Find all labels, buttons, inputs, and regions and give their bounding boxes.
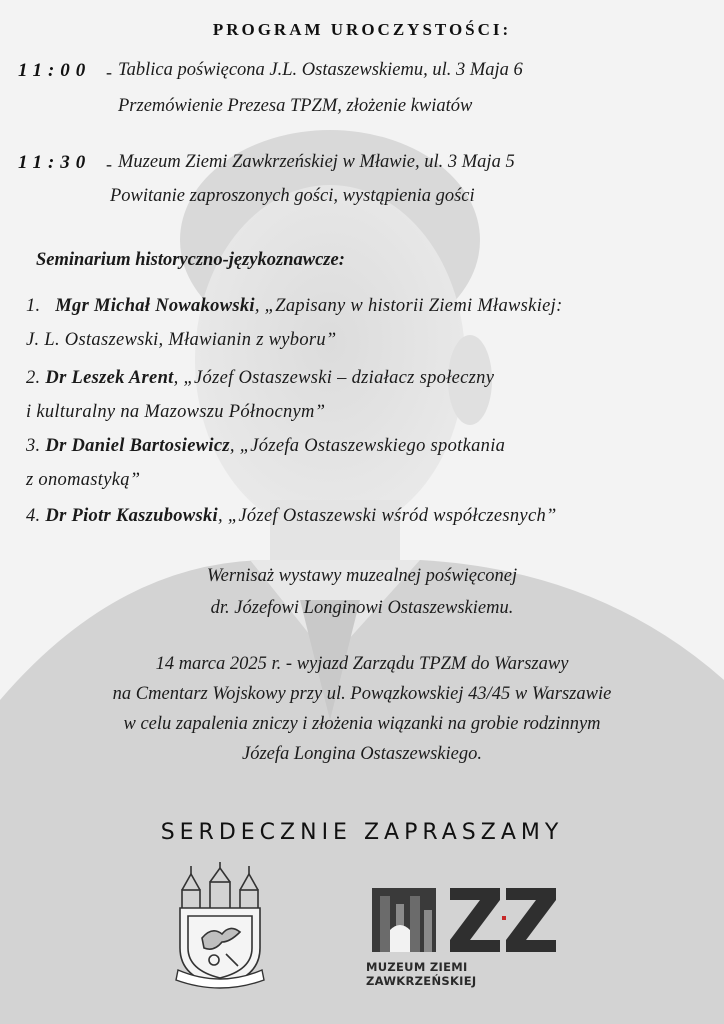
event-time: 11:00 (18, 60, 92, 81)
talk-title-continued: J. L. Ostaszewski, Mławianin z wyboru” (26, 330, 337, 350)
trip-line: w celu zapalenia zniczy i złożenia wiązanki na grobie rodzinnym (123, 714, 601, 734)
event-dash: - (106, 62, 112, 82)
talk-title: , „Józef Ostaszewski – działacz społeczny (173, 368, 495, 388)
seminar-item (26, 506, 557, 527)
talk-title: , „Józef Ostaszewski wśród współczesnych” (217, 506, 557, 526)
speaker-name: Mgr Michał Nowakowski (55, 296, 255, 316)
seminar-item (26, 436, 505, 457)
talk-title: , „Zapisany w historii Ziemi Mławskiej: (254, 296, 563, 316)
event-detail: Przemówienie Prezesa TPZM, złożenie kwiatów (118, 96, 473, 116)
invitation-text: SERDECZNIE ZAPRASZAMY (160, 820, 564, 845)
speaker-name: Dr Daniel Bartosiewicz (45, 436, 230, 456)
event-detail: Powitanie zaproszonych gości, wystąpienia gości (110, 186, 475, 206)
speaker-name: Dr Piotr Kaszubowski (45, 506, 218, 526)
talk-title-continued: z onomastyką” (26, 470, 141, 490)
talk-title: , „Józefa Ostaszewskiego spotkania (229, 436, 506, 456)
seminar-heading: Seminarium historyczno-językoznawcze: (36, 250, 345, 270)
talk-title-continued: i kulturalny na Mazowszu Północnym” (26, 402, 326, 422)
seminar-item (26, 368, 494, 389)
event-time: 11:30 (18, 152, 92, 173)
item-number: 1. (26, 296, 41, 316)
exhibition-line: dr. Józefowi Longinowi Ostaszewskiemu. (210, 598, 514, 618)
event-description: Muzeum Ziemi Zawkrzeńskiej w Mławie, ul. 3 Maja 5 (118, 152, 515, 172)
trip-line: 14 marca 2025 r. - wyjazd Zarządu TPZM do Warszawy (155, 654, 569, 674)
tpzm-crest-logo (168, 862, 272, 994)
event-description: Tablica poświęcona J.L. Ostaszewskiemu, ul. 3 Maja 6 (118, 60, 523, 80)
seminar-item (26, 296, 563, 317)
program-title: PROGRAM UROCZYSTOŚCI: (212, 20, 512, 39)
trip-line: na Cmentarz Wojskowy przy ul. Powązkowskiej 43/45 w Warszawie (112, 684, 612, 704)
trip-line: Józefa Longina Ostaszewskiego. (242, 744, 482, 764)
exhibition-line: Wernisaż wystawy muzealnej poświęconej (206, 566, 518, 586)
speaker-name: Dr Leszek Arent (45, 368, 174, 388)
museum-logo-text: MUZEUM ZIEMI ZAWKRZEŃSKIEJ (366, 960, 477, 988)
item-number: 4. (26, 506, 41, 526)
event-dash: - (106, 154, 112, 174)
item-number: 3. (26, 436, 41, 456)
item-number: 2. (26, 368, 41, 388)
